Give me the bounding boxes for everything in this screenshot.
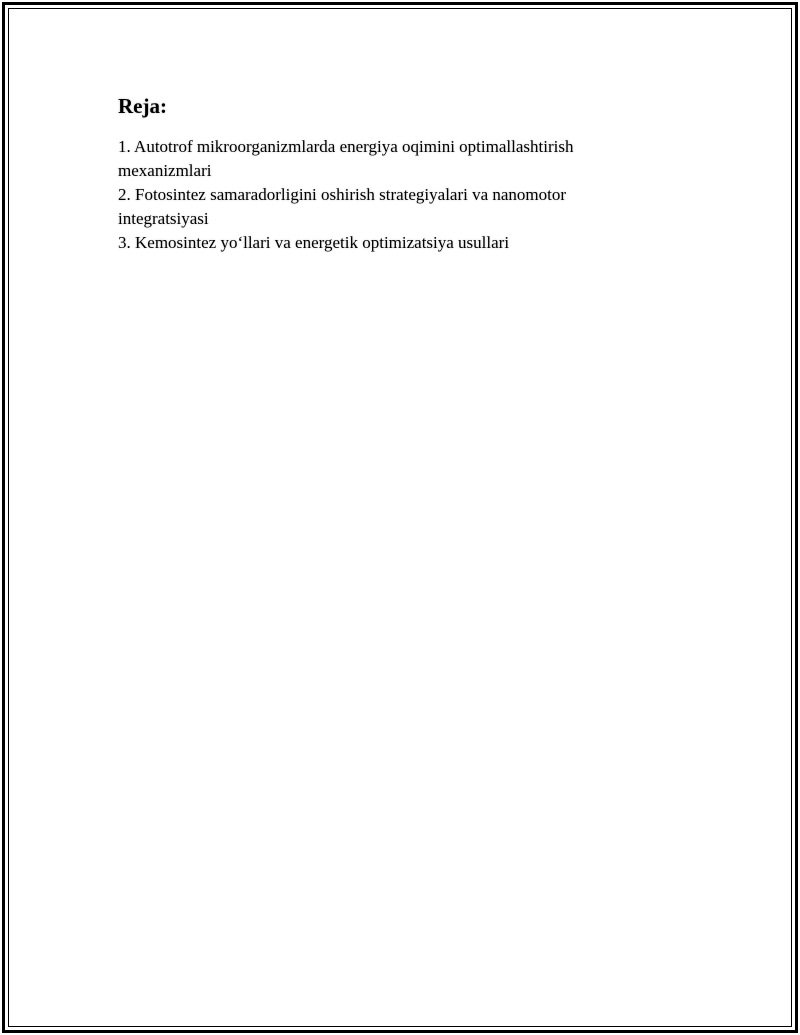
plan-item-3: 3. Kemosintez yo‘llari va energetik optimizatsiya usullari xyxy=(118,233,510,252)
plan-item-2: 2. Fotosintez samaradorligini oshirish strategiyalari va nanomotor integratsiyasi xyxy=(118,185,567,228)
document-content xyxy=(118,93,638,255)
plan-heading: Reja: xyxy=(118,94,167,118)
plan-item-1: 1. Autotrof mikroorganizmlarda energiya oqimini optimallashtirish mexanizmlari xyxy=(118,137,574,180)
plan-list xyxy=(118,135,638,255)
